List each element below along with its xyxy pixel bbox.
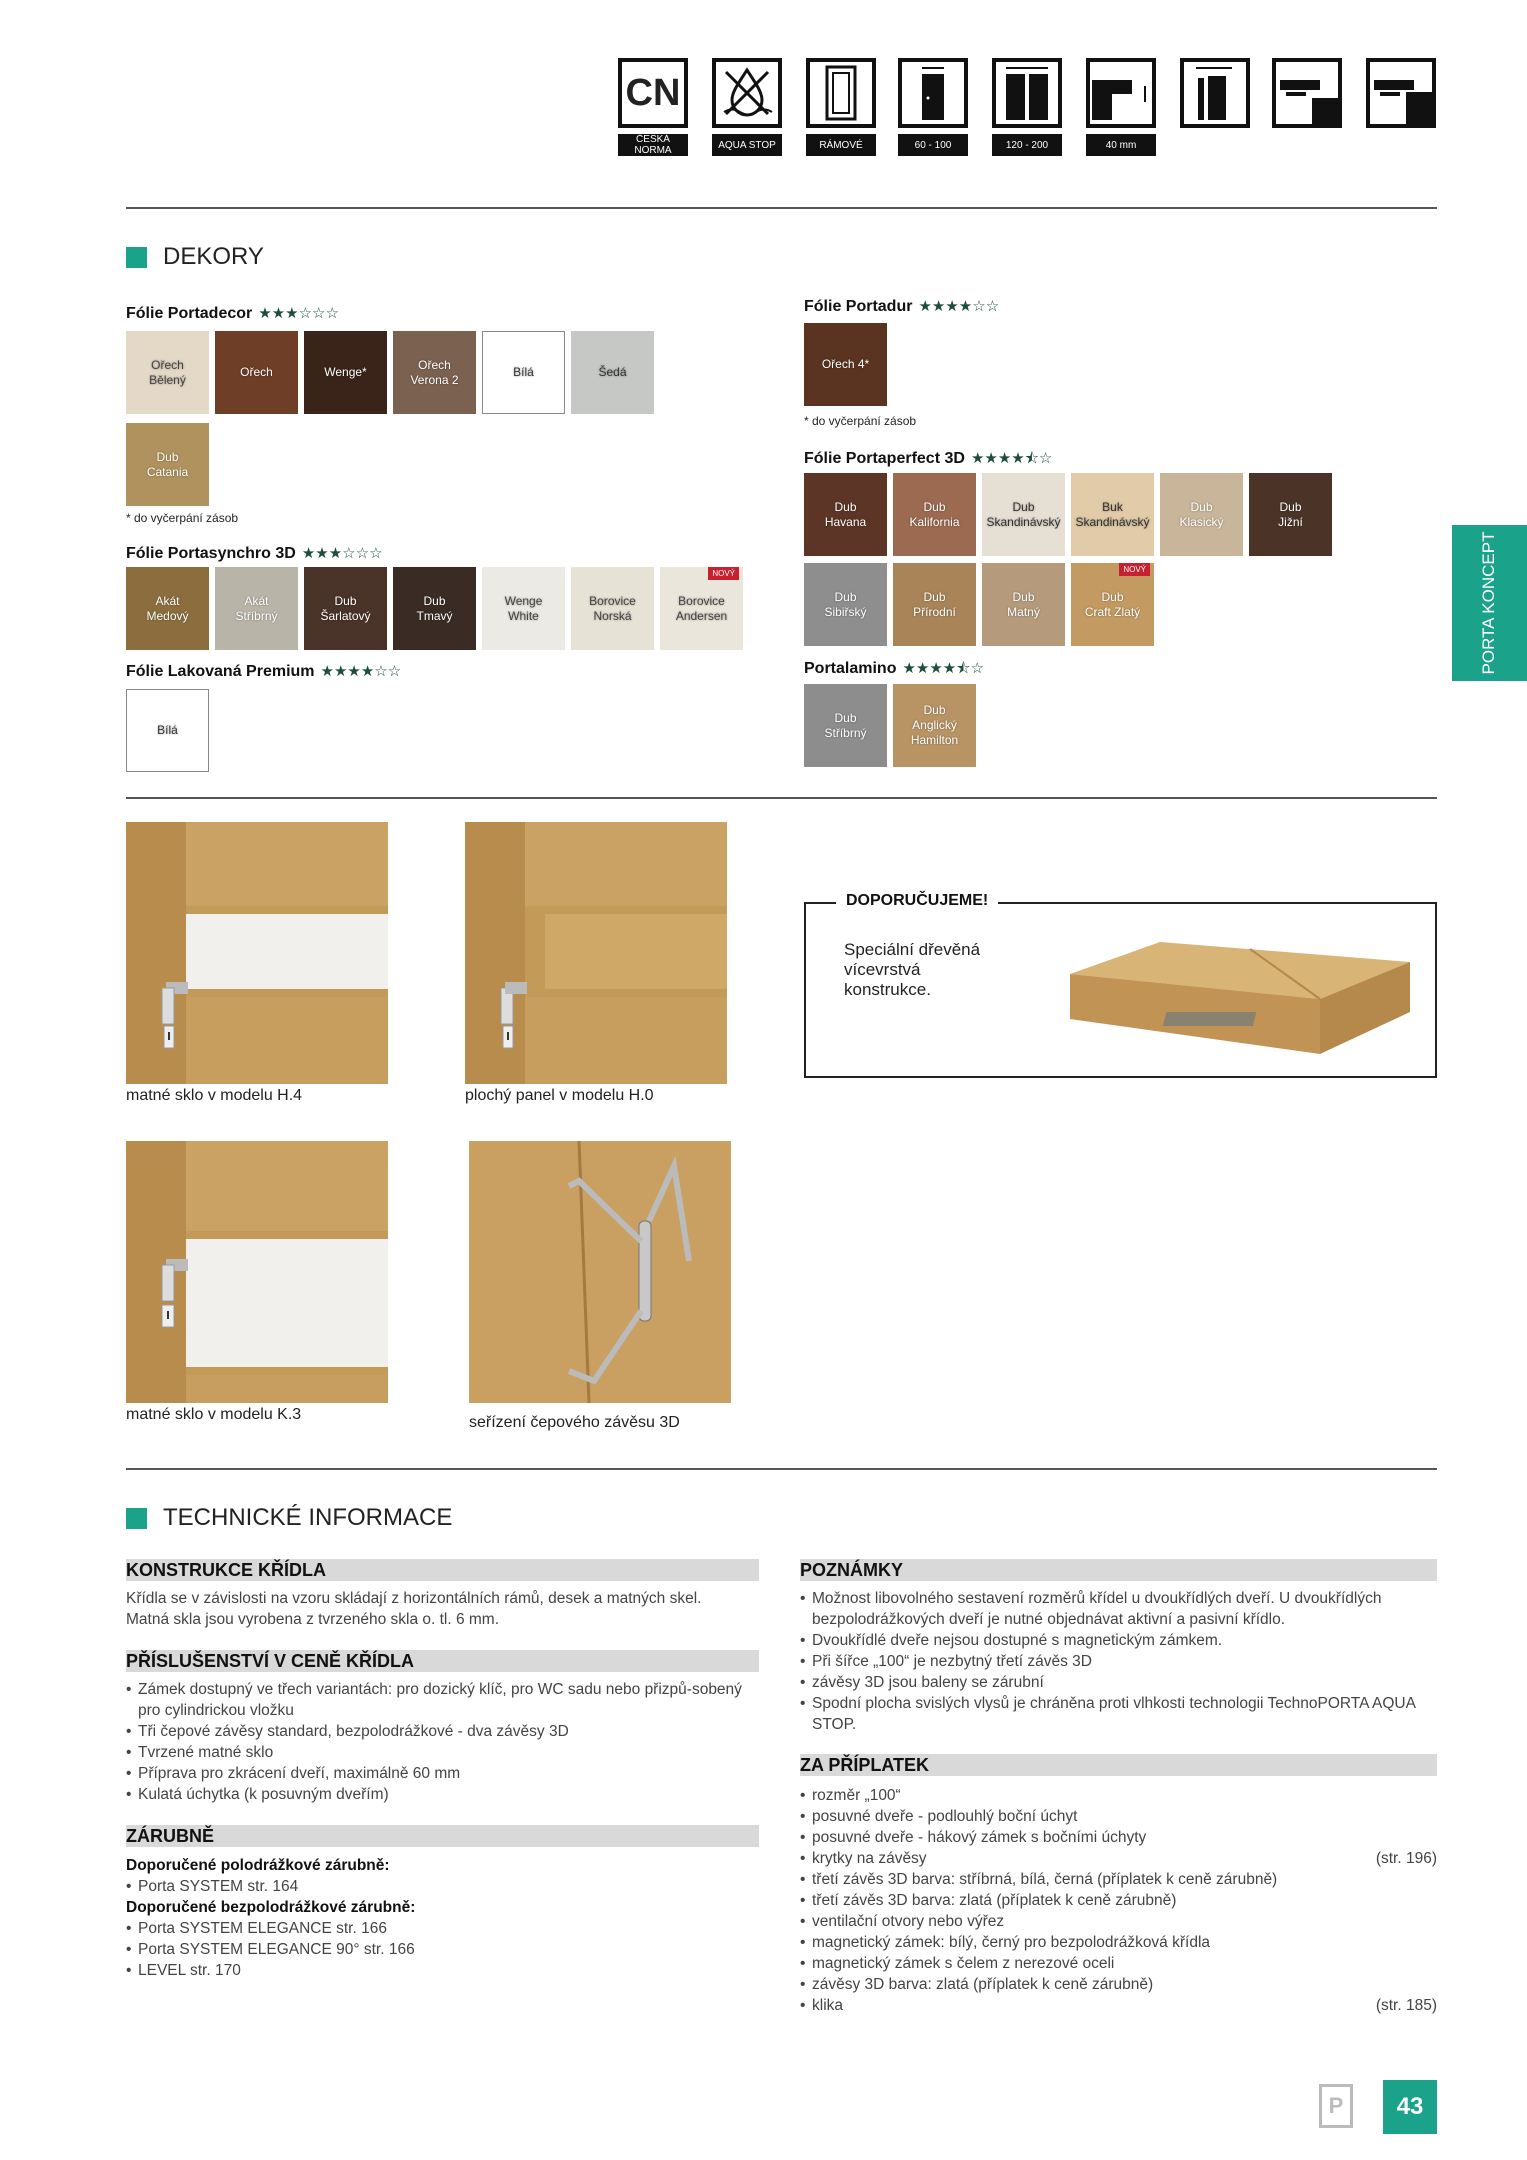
portalamino-title xyxy=(804,658,984,683)
rating-stars: ★★★☆☆☆ xyxy=(258,305,339,322)
swatch xyxy=(482,567,565,650)
door-thickness-icon xyxy=(1086,58,1156,128)
swatch-label: Ořech xyxy=(240,365,273,379)
list-item-text: klika xyxy=(812,1997,844,2014)
rating-stars: ★★★★☆☆ xyxy=(918,298,1000,315)
portadecor-title xyxy=(126,304,339,323)
photo-caption: plochý panel v modelu H.0 xyxy=(465,1087,654,1104)
swatch xyxy=(571,331,654,414)
swatch xyxy=(1160,473,1243,556)
list-item-text: Příprava pro zkrácení dveří, maximálně 60 mm xyxy=(138,1765,461,1782)
zarubne-heading: ZÁRUBNĚ xyxy=(126,1825,759,1847)
divider xyxy=(126,207,1437,209)
portadur-title-text: Fólie Portadur xyxy=(804,298,913,315)
swatch xyxy=(893,684,976,767)
recommend-text: Speciální dřevěná vícevrstvá konstrukce. xyxy=(844,940,981,999)
swatch-label: Dub Přírodní xyxy=(913,589,956,619)
portasynchro-title-text: Fólie Portasynchro 3D xyxy=(126,545,296,562)
divider xyxy=(126,1468,1437,1470)
floor-step-icon xyxy=(1272,58,1342,128)
rating-stars: ★★★☆☆☆ xyxy=(301,545,383,562)
double-door-width-caption: 120 - 200 xyxy=(992,134,1062,156)
swatch xyxy=(215,567,298,650)
swatch-label: Dub Catania xyxy=(146,449,189,479)
prislusenstvi-heading: PŘÍSLUŠENSTVÍ V CENĚ KŘÍDLA xyxy=(126,1650,759,1672)
priplatek-heading: ZA PŘÍPLATEK xyxy=(800,1754,1437,1776)
porta-logo-icon: P xyxy=(1319,2084,1353,2128)
swatch-label: Dub Tmavý xyxy=(416,593,453,623)
swatch xyxy=(126,567,209,650)
dekory-heading: DEKORY xyxy=(163,243,264,270)
list-item-text: třetí závěs 3D barva: stříbrná, bílá, černá (příplatek k ceně zárubně) xyxy=(812,1871,1278,1888)
single-door-width-icon xyxy=(898,58,968,128)
swatch-label: Dub Kalifornia xyxy=(909,499,960,529)
cn-caption: ČESKÁ NORMA xyxy=(618,134,688,156)
swatch-label: Dub Sibiřský xyxy=(824,589,867,619)
stock-note: * do vyčerpání zásob xyxy=(126,511,239,525)
list-item-text: Tvrzené matné sklo xyxy=(138,1744,274,1761)
list-item xyxy=(800,1630,1437,1651)
list-item-text: magnetický zámek: bílý, černý pro bezpolodrážková křídla xyxy=(812,1934,1211,1951)
list-item-text: Možnost libovolného sestavení rozměrů křídel u dvoukřídlých dveří. U dvoukřídlých bezpolodrážkových dveří je nutné objednávat aktivní a pasivní křídlo. xyxy=(812,1590,1382,1628)
list-item-text: Tři čepové závěsy standard, bezpolodrážkové - dva závěsy 3D xyxy=(138,1723,569,1740)
swatch-label: Borovice Norská xyxy=(589,593,636,623)
rating-stars: ★★★★⯪☆ xyxy=(902,660,984,677)
list-item-text: ventilační otvory nebo výřez xyxy=(812,1913,1005,1930)
list-item-text: Dvoukřídlé dveře nejsou dostupné s magnetickým zámkem. xyxy=(812,1632,1223,1649)
list-item-text: magnetický zámek s čelem z nerezové oceli xyxy=(812,1955,1115,1972)
list-item xyxy=(126,1876,746,1897)
new-badge: NOVÝ xyxy=(708,567,739,580)
swatch-label: Dub Craft Zlatý xyxy=(1084,589,1141,619)
portadur-title xyxy=(804,297,999,316)
poznamky-list xyxy=(800,1588,1437,1735)
cn-label: CN xyxy=(625,72,681,114)
section-marker xyxy=(126,1508,147,1529)
swatch xyxy=(393,567,476,650)
cn-icon xyxy=(618,58,688,128)
list-item xyxy=(800,1827,1437,1848)
list-item-text: závěsy 3D jsou baleny se zárubní xyxy=(812,1674,1044,1691)
swatch-label: Bílá xyxy=(513,365,534,379)
portaperfect-title-text: Fólie Portaperfect 3D xyxy=(804,450,965,467)
double-door-width-icon xyxy=(992,58,1062,128)
recommend-box xyxy=(804,892,1437,1078)
list-item-text: Porta SYSTEM ELEGANCE 90° str. 166 xyxy=(138,1941,415,1958)
swatch-label: Wenge* xyxy=(324,365,367,379)
swatch xyxy=(304,331,387,414)
swatch xyxy=(982,563,1065,646)
list-item xyxy=(800,1911,1437,1932)
swatch-label: Ořech Bělený xyxy=(149,357,186,387)
swatch xyxy=(893,563,976,646)
swatch-label: Ořech 4* xyxy=(821,357,870,371)
list-item-text: krytky na závěsy xyxy=(812,1850,927,1867)
list-item-text: Porta SYSTEM ELEGANCE str. 166 xyxy=(138,1920,387,1937)
list-item xyxy=(800,1651,1437,1672)
list-item-text: Zámek dostupný ve třech variantách: pro dozický klíč, pro WC sadu nebo přizpů-sobený pro cylindrickou vložku xyxy=(138,1681,742,1719)
list-item xyxy=(126,1918,746,1939)
frame-door-caption: RÁMOVÉ xyxy=(806,134,876,156)
swatch xyxy=(660,567,743,650)
swatch-label: Dub Šarlatový xyxy=(320,593,371,623)
swatch xyxy=(804,473,887,556)
list-item xyxy=(126,1939,746,1960)
aqua-stop-icon xyxy=(712,58,782,128)
list-item-text: závěsy 3D barva: zlatá (příplatek k ceně zárubně) xyxy=(812,1976,1154,1993)
portalamino-title-text: Portalamino xyxy=(804,660,897,677)
list-item xyxy=(126,1960,746,1981)
list-item xyxy=(800,1974,1437,1995)
list-item xyxy=(800,1806,1437,1827)
photo-caption: seřízení čepového závěsu 3D xyxy=(469,1414,680,1431)
portasynchro-title xyxy=(126,544,383,563)
door-photo-h4 xyxy=(126,822,388,1084)
rating-stars: ★★★★☆☆ xyxy=(320,663,402,680)
swatch xyxy=(126,423,209,506)
swatch xyxy=(482,331,565,414)
lakovana-title xyxy=(126,662,401,681)
swatch-label: Bílá xyxy=(157,723,178,737)
swatch-label: Dub Havana xyxy=(824,499,867,529)
list-item-text: Při šířce „100“ je nezbytný třetí závěs 3D xyxy=(812,1653,1092,1670)
door-photo-k3 xyxy=(126,1141,388,1403)
swatch xyxy=(804,684,887,767)
swatch-label: Dub Stříbrný xyxy=(824,710,867,740)
multilayer-construction-image xyxy=(1070,924,1420,1064)
portaperfect-title xyxy=(804,448,1052,473)
list-item xyxy=(800,1953,1437,1974)
swatch-label: Dub Anglický Hamilton xyxy=(910,703,959,747)
rating-stars: ★★★★⯪☆ xyxy=(970,450,1053,467)
swatch xyxy=(804,563,887,646)
swatch xyxy=(893,473,976,556)
photo-caption: matné sklo v modelu H.4 xyxy=(126,1087,303,1104)
list-item xyxy=(126,1763,746,1784)
list-item xyxy=(800,1588,1437,1630)
portadecor-title-text: Fólie Portadecor xyxy=(126,305,253,322)
stock-note: * do vyčerpání zásob xyxy=(804,414,917,428)
list-item xyxy=(800,1848,1437,1869)
door-photo-h0 xyxy=(465,822,727,1084)
list-item-text: rozměr „100“ xyxy=(812,1787,901,1804)
konstrukce-heading: KONSTRUKCE KŘÍDLA xyxy=(126,1559,759,1581)
list-item xyxy=(800,1785,1437,1806)
priplatek-list xyxy=(800,1785,1437,2016)
swatch-label: Dub Jižní xyxy=(1278,499,1303,529)
swatch xyxy=(126,689,209,772)
swatch xyxy=(804,323,887,406)
poznamky-heading: POZNÁMKY xyxy=(800,1559,1437,1581)
swatch-label: Borovice Andersen xyxy=(675,593,728,623)
swatch xyxy=(982,473,1065,556)
list-item-text: Kulatá úchytka (k posuvným dveřím) xyxy=(138,1786,389,1803)
list-item-text: posuvné dveře - podlouhlý boční úchyt xyxy=(812,1808,1078,1825)
section-marker xyxy=(126,247,147,268)
zarubne-subheading: Doporučené polodrážkové zárubně: xyxy=(126,1857,390,1874)
list-item xyxy=(800,1890,1437,1911)
swatch xyxy=(1071,473,1154,556)
list-item-text: třetí závěs 3D barva: zlatá (příplatek k ceně zárubně) xyxy=(812,1892,1177,1909)
zarubne-subheading: Doporučené bezpolodrážkové zárubně: xyxy=(126,1899,416,1916)
list-item xyxy=(800,1995,1437,2016)
list-item-text: LEVEL str. 170 xyxy=(138,1962,241,1979)
swatch xyxy=(215,331,298,414)
frame-door-icon xyxy=(806,58,876,128)
list-item xyxy=(800,1869,1437,1890)
swatch-label: Akát Medový xyxy=(146,593,189,623)
swatch xyxy=(1071,563,1154,646)
list-item-text: Spodní plocha svislých vlysů je chráněna proti vlhkosti technologii TechnoPORTA AQUA STOP. xyxy=(812,1695,1416,1733)
list-item-text: Porta SYSTEM str. 164 xyxy=(138,1878,299,1895)
swatch-label: Dub Skandinávský xyxy=(986,499,1061,529)
side-tab-label: PORTA KONCEPT xyxy=(1479,531,1498,675)
aqua-stop-caption: AQUA STOP xyxy=(712,134,782,156)
swatch-label: Dub Matný xyxy=(1007,589,1040,619)
swatch-label: Ořech Verona 2 xyxy=(410,357,459,387)
list-item xyxy=(126,1679,746,1721)
list-item-text: posuvné dveře - hákový zámek s bočními úchyty xyxy=(812,1829,1147,1846)
swatch xyxy=(126,331,209,414)
page-number: 43 xyxy=(1383,2080,1437,2134)
hinge-photo xyxy=(469,1141,731,1403)
floor-step-2-icon xyxy=(1366,58,1436,128)
swatch-label: Šedá xyxy=(598,365,627,379)
swatch-label: Akát Stříbrný xyxy=(235,593,278,623)
lakovana-title-text: Fólie Lakovaná Premium xyxy=(126,663,315,680)
side-tab xyxy=(1452,525,1527,681)
door-thickness-caption: 40 mm xyxy=(1086,134,1156,156)
recommend-title: DOPORUČUJEME! xyxy=(836,892,998,910)
divider xyxy=(126,797,1437,799)
list-item xyxy=(126,1742,746,1763)
list-item xyxy=(800,1932,1437,1953)
new-badge: NOVÝ xyxy=(1119,563,1150,576)
list-item xyxy=(126,1784,746,1805)
list-item xyxy=(800,1693,1437,1735)
single-door-width-caption: 60 - 100 xyxy=(898,134,968,156)
door-hinge-side-icon xyxy=(1180,58,1250,128)
swatch-label: Buk Skandinávský xyxy=(1075,499,1150,529)
list-item xyxy=(126,1721,746,1742)
swatch xyxy=(1249,473,1332,556)
list-item xyxy=(800,1672,1437,1693)
swatch-label: Wenge White xyxy=(504,593,543,623)
photo-caption: matné sklo v modelu K.3 xyxy=(126,1406,302,1423)
konstrukce-text: Křídla se v závislosti na vzoru skládají z horizontálních rámů, desek a matných skel. Matná skla jsou vyrobena z tvrzeného skla o. tl. 6 mm. xyxy=(126,1590,702,1628)
swatch xyxy=(571,567,654,650)
swatch xyxy=(304,567,387,650)
swatch-label: Dub Klasický xyxy=(1179,499,1224,529)
zarubne-content xyxy=(126,1855,746,1981)
page-reference: (str. 185) xyxy=(1375,1997,1437,2014)
tech-heading: TECHNICKÉ INFORMACE xyxy=(163,1504,453,1531)
swatch xyxy=(393,331,476,414)
prislusenstvi-list xyxy=(126,1679,746,1805)
page-reference: (str. 196) xyxy=(1375,1850,1437,1867)
